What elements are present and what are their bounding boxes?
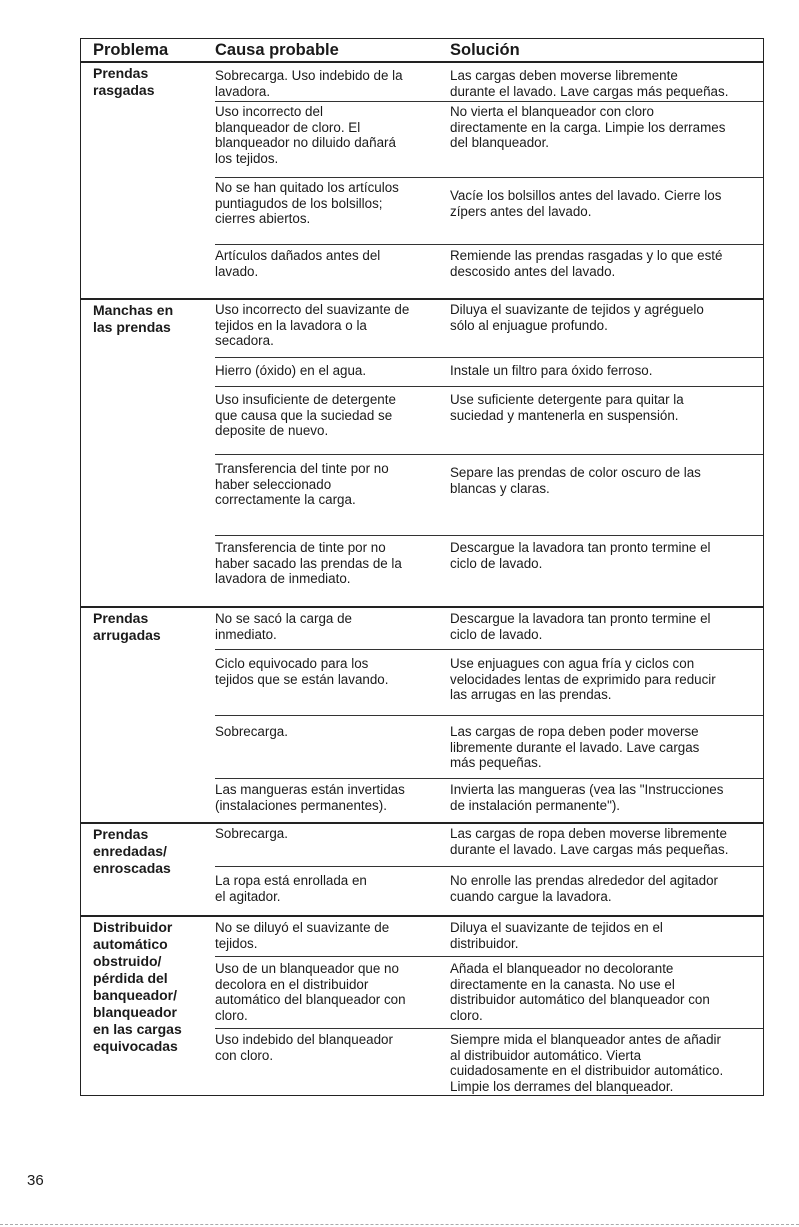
cause-cell: Uso incorrecto del blanqueador de cloro. El blanqueador no diluido dañará los tejidos. [215,104,396,166]
row-divider [215,454,763,455]
row-divider [215,866,763,867]
header-cause: Causa probable [215,41,339,59]
cause-cell: Uso insuficiente de detergente que causa que la suciedad se deposite de nuevo. [215,392,396,438]
cause-cell: Uso de un blanqueador que no decolora en el distribuidor automático del blanqueador con cloro. [215,961,406,1023]
row-divider [215,956,763,957]
solution-cell: Remiende las prendas rasgadas y lo que esté descosido antes del lavado. [450,248,723,279]
row-divider [215,101,763,102]
solution-cell: Las cargas de ropa deben poder moverse libremente durante el lavado. Lave cargas más pequeñas. [450,724,700,770]
cause-cell: No se diluyó el suavizante de tejidos. [215,920,390,951]
problem-label: Prendas rasgadas [93,65,155,98]
row-divider [215,535,763,536]
row-divider [215,778,763,779]
cause-cell: Ciclo equivocado para los tejidos que se están lavando. [215,656,389,687]
solution-cell: Las cargas de ropa deben moverse libremente durante el lavado. Lave cargas más pequeñas. [450,826,729,857]
cause-cell: Sobrecarga. [215,724,288,739]
solution-cell: No vierta el blanqueador con cloro directamente en la carga. Limpie los derrames del blanqueador. [450,104,726,150]
header-problem: Problema [93,41,169,59]
cause-cell: Sobrecarga. [215,826,288,841]
cause-cell: Sobrecarga. Uso indebido de la lavadora. [215,68,403,99]
table-header [81,39,763,63]
cause-cell: Transferencia del tinte por no haber seleccionado correctamente la carga. [215,461,389,507]
problem-label: Prendas arrugadas [93,610,161,643]
solution-cell: No enrolle las prendas alrededor del agitador cuando cargue la lavadora. [450,873,718,904]
solution-cell: Separe las prendas de color oscuro de las blancas y claras. [450,465,701,496]
page-bottom-edge [0,1224,799,1225]
header-solution: Solución [450,41,520,59]
cause-cell: Uso incorrecto del suavizante de tejidos en la lavadora o la secadora. [215,302,410,348]
problem-group [81,63,763,299]
problem-label: Prendas enredadas/ enroscadas [93,826,171,876]
row-divider [215,177,763,178]
problem-group [81,915,763,1095]
page-number: 36 [27,1172,44,1189]
solution-cell: Use suficiente detergente para quitar la suciedad y mantenerla en suspensión. [450,392,684,423]
cause-cell: Hierro (óxido) en el agua. [215,363,367,378]
cause-cell: Artículos dañados antes del lavado. [215,248,381,279]
cause-cell: Transferencia de tinte por no haber sacado las prendas de la lavadora de inmediato. [215,540,402,586]
solution-cell: Diluya el suavizante de tejidos en el distribuidor. [450,920,663,951]
solution-cell: Instale un filtro para óxido ferroso. [450,363,653,378]
cause-cell: No se han quitado los artículos puntiagudos de los bolsillos; cierres abiertos. [215,180,399,226]
solution-cell: Descargue la lavadora tan pronto termine el ciclo de lavado. [450,540,711,571]
row-divider [215,244,763,245]
solution-cell: Siempre mida el blanqueador antes de añadir al distribuidor automático. Vierta cuidadosamente en el distribuidor automático. Limpie los derrames del blanqueador. [450,1032,724,1094]
row-divider [215,649,763,650]
cause-cell: La ropa está enrollada en el agitador. [215,873,367,904]
problem-label: Distribuidor automático obstruido/ pérdida del banqueador/ blanqueador en las cargas equivocadas [93,919,182,1054]
row-divider [215,1028,763,1029]
problem-group [81,298,763,608]
solution-cell: Las cargas deben moverse libremente durante el lavado. Lave cargas más pequeñas. [450,68,729,99]
row-divider [215,386,763,387]
solution-cell: Descargue la lavadora tan pronto termine el ciclo de lavado. [450,611,711,642]
troubleshooting-table [80,38,764,1096]
problem-group [81,822,763,916]
problem-group [81,606,763,823]
cause-cell: No se sacó la carga de inmediato. [215,611,352,642]
row-divider [215,357,763,358]
solution-cell: Use enjuagues con agua fría y ciclos con velocidades lentas de exprimido para reducir las arrugas en las prendas. [450,656,716,702]
solution-cell: Diluya el suavizante de tejidos y agréguelo sólo al enjuague profundo. [450,302,704,333]
solution-cell: Invierta las mangueras (vea las "Instrucciones de instalación permanente"). [450,782,724,813]
cause-cell: Uso indebido del blanqueador con cloro. [215,1032,393,1063]
solution-cell: Añada el blanqueador no decolorante directamente en la canasta. No use el distribuidor automático del blanqueador con cloro. [450,961,710,1023]
problem-label: Manchas en las prendas [93,302,174,335]
row-divider [215,715,763,716]
solution-cell: Vacíe los bolsillos antes del lavado. Cierre los zípers antes del lavado. [450,188,722,219]
cause-cell: Las mangueras están invertidas (instalaciones permanentes). [215,782,405,813]
